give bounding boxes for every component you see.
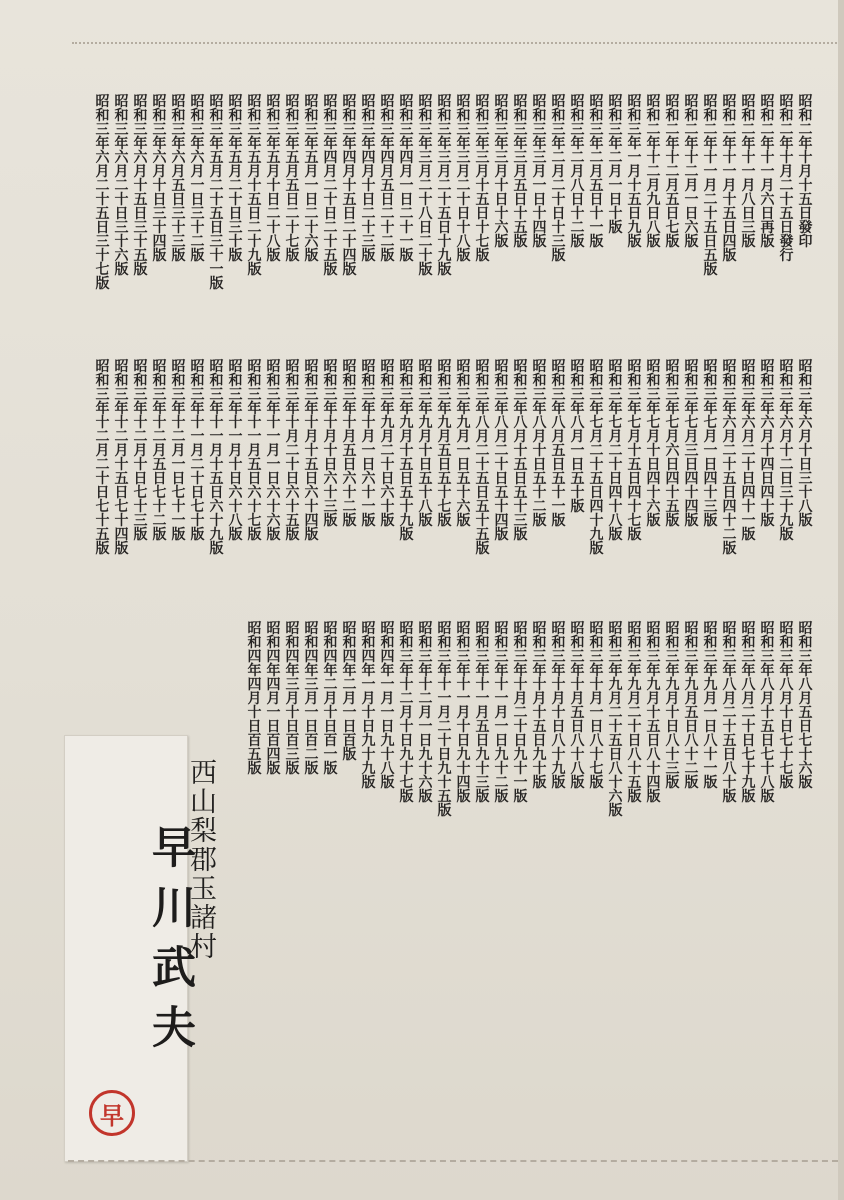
edition-list-block-1 [80, 95, 815, 291]
page-edge [838, 0, 844, 1200]
edition-entry: 昭 和 四 年 二 月 一 日 百 版 [342, 621, 357, 763]
edition-entry: 昭 和 三 年 八 月 二 十 日 七 十 九 版 [741, 621, 756, 805]
edition-entry: 昭 和 三 年 十 月 十 日 六 十 三 版 [323, 359, 338, 529]
edition-entry: 昭 和 三 年 三 月 十 五 日 十 七 版 [475, 94, 490, 264]
edition-entry: 昭 和 三 年 六 月 五 日 三 十 三 版 [171, 94, 186, 264]
edition-entry: 昭 和 三 年 十 一 月 五 日 六 十 七 版 [247, 359, 262, 543]
edition-entry: 昭 和 三 年 九 月 五 日 八 十 二 版 [684, 621, 699, 791]
owner-address: 西山梨郡玉諸村 [185, 758, 216, 961]
edition-entry: 昭 和 三 年 十 月 十 日 八 十 九 版 [551, 621, 566, 791]
edition-entry: 昭 和 三 年 九 月 十 五 日 八 十 四 版 [646, 621, 661, 805]
edition-entry: 昭 和 三 年 十 月 五 日 六 十 二 版 [342, 359, 357, 529]
edition-entry: 昭 和 三 年 二 月 八 日 十 二 版 [570, 94, 585, 250]
edition-entry: 昭 和 三 年 十 月 二 十 日 六 十 五 版 [285, 359, 300, 543]
edition-entry: 昭 和 三 年 八 月 十 五 日 七 十 八 版 [760, 621, 775, 805]
edition-entry: 昭 和 三 年 九 月 十 五 日 五 十 九 版 [399, 359, 414, 543]
edition-entry: 昭 和 四 年 一 月 十 日 九 十 九 版 [361, 621, 376, 791]
edition-entry: 昭 和 三 年 十 月 一 日 六 十 一 版 [361, 359, 376, 529]
edition-entry: 昭 和 三 年 七 月 二 十 日 四 十 八 版 [608, 359, 623, 543]
edition-entry: 昭 和 二 年 十 二 月 九 日 八 版 [646, 94, 661, 250]
edition-entry: 昭 和 三 年 十 月 五 日 八 十 八 版 [570, 621, 585, 791]
edition-entry: 昭 和 三 年 二 月 五 日 十 一 版 [589, 94, 604, 250]
red-seal-stamp: 早 [89, 1090, 135, 1136]
edition-entry: 昭 和 三 年 三 月 五 日 十 五 版 [513, 94, 528, 250]
edition-entry: 昭 和 三 年 十 二 月 二 十 日 七 十 五 版 [95, 359, 110, 557]
edition-entry: 昭 和 三 年 六 月 二 十 日 三 十 六 版 [114, 94, 129, 278]
edition-entry: 昭 和 三 年 十 二 月 一 日 七 十 一 版 [171, 359, 186, 543]
edition-entry: 昭 和 三 年 四 月 一 日 二 十 一 版 [399, 94, 414, 264]
edition-entry: 昭 和 三 年 六 月 二 十 五 日 四 十 二 版 [722, 359, 737, 557]
edition-entry: 昭 和 三 年 六 月 十 日 三 十 八 版 [798, 359, 813, 529]
edition-entry: 昭 和 三 年 四 月 二 十 日 二 十 五 版 [323, 94, 338, 278]
owner-label-slip [64, 735, 216, 1162]
edition-entry: 昭 和 三 年 七 月 十 日 四 十 六 版 [646, 359, 661, 529]
edition-entry: 昭 和 三 年 十 月 二 十 日 九 十 一 版 [513, 621, 528, 805]
edition-entry: 昭 和 四 年 三 月 十 日 百 三 版 [285, 621, 300, 777]
edition-entry: 昭 和 二 年 十 一 月 十 五 日 四 版 [722, 94, 737, 264]
edition-entry: 昭 和 三 年 五 月 五 日 二 十 七 版 [285, 94, 300, 264]
edition-entry: 昭 和 三 年 八 月 二 十 五 日 八 十 版 [722, 621, 737, 805]
edition-entry: 昭 和 三 年 四 月 十 五 日 二 十 四 版 [342, 94, 357, 278]
edition-entry: 昭 和 三 年 五 月 十 日 二 十 八 版 [266, 94, 281, 264]
edition-entry: 昭 和 四 年 三 月 一 日 百 二 版 [304, 621, 319, 777]
bottom-dashed-rule [68, 1160, 838, 1162]
edition-entry: 昭 和 三 年 九 月 一 日 五 十 六 版 [456, 359, 471, 529]
edition-entry: 昭 和 三 年 九 月 五 日 五 十 七 版 [437, 359, 452, 529]
edition-entry: 昭 和 三 年 四 月 十 日 二 十 三 版 [361, 94, 376, 264]
edition-entry: 昭 和 三 年 六 月 十 日 三 十 四 版 [152, 94, 167, 264]
edition-entry: 昭 和 三 年 七 月 三 日 四 十 四 版 [684, 359, 699, 529]
edition-entry: 昭 和 三 年 五 月 二 十 五 日 三 十 一 版 [209, 94, 224, 292]
edition-entry: 昭 和 三 年 十 一 月 十 五 日 六 十 九 版 [209, 359, 224, 557]
edition-entry: 昭 和 三 年 五 月 十 五 日 二 十 九 版 [247, 94, 262, 278]
edition-entry: 昭 和 三 年 六 月 一 日 三 十 二 版 [190, 94, 205, 264]
edition-entry: 昭 和 四 年 一 月 一 日 九 十 八 版 [380, 621, 395, 791]
edition-entry: 昭 和 三 年 七 月 六 日 四 十 五 版 [665, 359, 680, 529]
edition-entry: 昭 和 二 年 十 月 十 五 日 發 印 [798, 94, 813, 250]
edition-entry: 昭 和 二 年 十 二 月 一 日 六 版 [684, 94, 699, 250]
edition-entry: 昭 和 三 年 八 月 五 日 五 十 一 版 [551, 359, 566, 529]
edition-entry: 昭 和 四 年 二 月 十 日 百 一 版 [323, 621, 338, 777]
edition-entry: 昭 和 二 年 十 一 月 八 日 三 版 [741, 94, 756, 250]
edition-entry: 昭 和 三 年 九 月 一 日 八 十 一 版 [703, 621, 718, 791]
edition-entry: 昭 和 三 年 三 月 一 日 十 四 版 [532, 94, 547, 250]
edition-entry: 昭 和 三 年 十 一 月 二 十 日 七 十 版 [190, 359, 205, 543]
edition-entry: 昭 和 三 年 六 月 十 五 日 三 十 五 版 [133, 94, 148, 278]
edition-entry: 昭 和 三 年 十 一 月 十 日 六 十 八 版 [228, 359, 243, 543]
edition-entry: 昭 和 三 年 十 二 月 十 日 七 十 三 版 [133, 359, 148, 543]
edition-entry: 昭 和 三 年 六 月 十 二 日 三 十 九 版 [779, 359, 794, 543]
edition-entry: 昭 和 二 年 十 一 月 六 日 再 版 [760, 94, 775, 250]
edition-entry: 昭 和 三 年 三 月 二 十 五 日 十 九 版 [437, 94, 452, 278]
edition-list-block-3 [230, 622, 815, 818]
edition-entry: 昭 和 三 年 九 月 二 十 日 八 十 五 版 [627, 621, 642, 805]
edition-entry: 昭 和 三 年 三 月 十 日 十 六 版 [494, 94, 509, 250]
edition-entry: 昭 和 三 年 八 月 十 日 七 十 七 版 [779, 621, 794, 791]
edition-entry: 昭 和 三 年 三 月 二 十 八 日 二 十 版 [418, 94, 433, 278]
edition-entry: 昭 和 三 年 十 月 一 日 八 十 七 版 [589, 621, 604, 791]
edition-entry: 昭 和 三 年 九 月 二 十 五 日 八 十 六 版 [608, 621, 623, 819]
edition-entry: 昭 和 三 年 八 月 十 日 五 十 二 版 [532, 359, 547, 529]
edition-entry: 昭 和 四 年 四 月 十 日 百 五 版 [247, 621, 262, 777]
edition-entry: 昭 和 四 年 四 月 一 日 百 四 版 [266, 621, 281, 777]
edition-entry: 昭 和 三 年 八 月 二 十 日 五 十 四 版 [494, 359, 509, 543]
edition-entry: 昭 和 二 年 十 二 月 五 日 七 版 [665, 94, 680, 250]
edition-entry: 昭 和 三 年 十 一 月 二 十 日 九 十 五 版 [437, 621, 452, 819]
edition-entry: 昭 和 三 年 十 二 月 五 日 七 十 二 版 [152, 359, 167, 543]
edition-entry: 昭 和 三 年 二 月 二 十 日 十 三 版 [551, 94, 566, 264]
edition-entry: 昭 和 三 年 七 月 一 日 四 十 三 版 [703, 359, 718, 529]
edition-entry: 昭 和 三 年 十 一 月 五 日 九 十 三 版 [475, 621, 490, 805]
edition-entry: 昭 和 二 年 十 一 月 二 十 五 日 五 版 [703, 94, 718, 278]
edition-entry: 昭 和 三 年 十 一 月 十 日 九 十 四 版 [456, 621, 471, 805]
edition-entry: 昭 和 三 年 三 月 二 十 日 十 八 版 [456, 94, 471, 264]
edition-entry: 昭 和 三 年 十 二 月 十 五 日 七 十 四 版 [114, 359, 129, 557]
edition-entry: 昭 和 三 年 十 二 月 一 日 九 十 六 版 [418, 621, 433, 805]
edition-entry: 昭 和 三 年 八 月 二 十 五 日 五 十 五 版 [475, 359, 490, 557]
edition-entry: 昭 和 三 年 六 月 二 十 日 四 十 一 版 [741, 359, 756, 543]
edition-entry: 昭 和 三 年 八 月 一 日 五 十 版 [570, 359, 585, 515]
edition-entry: 昭 和 三 年 九 月 十 日 八 十 三 版 [665, 621, 680, 791]
edition-entry: 昭 和 三 年 十 一 月 一 日 九 十 二 版 [494, 621, 509, 805]
edition-entry: 昭 和 三 年 七 月 二 十 五 日 四 十 九 版 [589, 359, 604, 557]
edition-entry: 昭 和 三 年 七 月 十 五 日 四 十 七 版 [627, 359, 642, 543]
edition-entry: 昭 和 三 年 六 月 二 十 五 日 三 十 七 版 [95, 94, 110, 292]
edition-entry: 昭 和 三 年 五 月 一 日 二 十 六 版 [304, 94, 319, 264]
edition-entry: 昭 和 三 年 五 月 二 十 日 三 十 版 [228, 94, 243, 264]
edition-entry: 昭 和 三 年 十 月 十 五 日 六 十 四 版 [304, 359, 319, 543]
owner-name: 早川武夫 [144, 824, 195, 1064]
edition-entry: 昭 和 三 年 九 月 二 十 日 六 十 版 [380, 359, 395, 529]
edition-entry: 昭 和 三 年 十 一 月 一 日 六 十 六 版 [266, 359, 281, 543]
top-dotted-rule [72, 42, 837, 44]
edition-entry: 昭 和 三 年 一 月 十 五 日 九 版 [627, 94, 642, 250]
edition-entry: 昭 和 三 年 八 月 十 五 日 五 十 三 版 [513, 359, 528, 543]
edition-entry: 昭 和 三 年 八 月 五 日 七 十 六 版 [798, 621, 813, 791]
edition-entry: 昭 和 三 年 六 月 十 四 日 四 十 版 [760, 359, 775, 529]
edition-list-block-2 [80, 360, 815, 556]
edition-entry: 昭 和 二 年 十 月 二 十 五 日 發 行 [779, 94, 794, 264]
edition-entry: 昭 和 三 年 十 月 十 五 日 九 十 版 [532, 621, 547, 791]
edition-entry: 昭 和 三 年 二 月 一 日 十 版 [608, 94, 623, 236]
edition-entry: 昭 和 三 年 十 二 月 十 日 九 十 七 版 [399, 621, 414, 805]
edition-entry: 昭 和 三 年 四 月 五 日 二 十 二 版 [380, 94, 395, 264]
edition-entry: 昭 和 三 年 九 月 十 日 五 十 八 版 [418, 359, 433, 529]
